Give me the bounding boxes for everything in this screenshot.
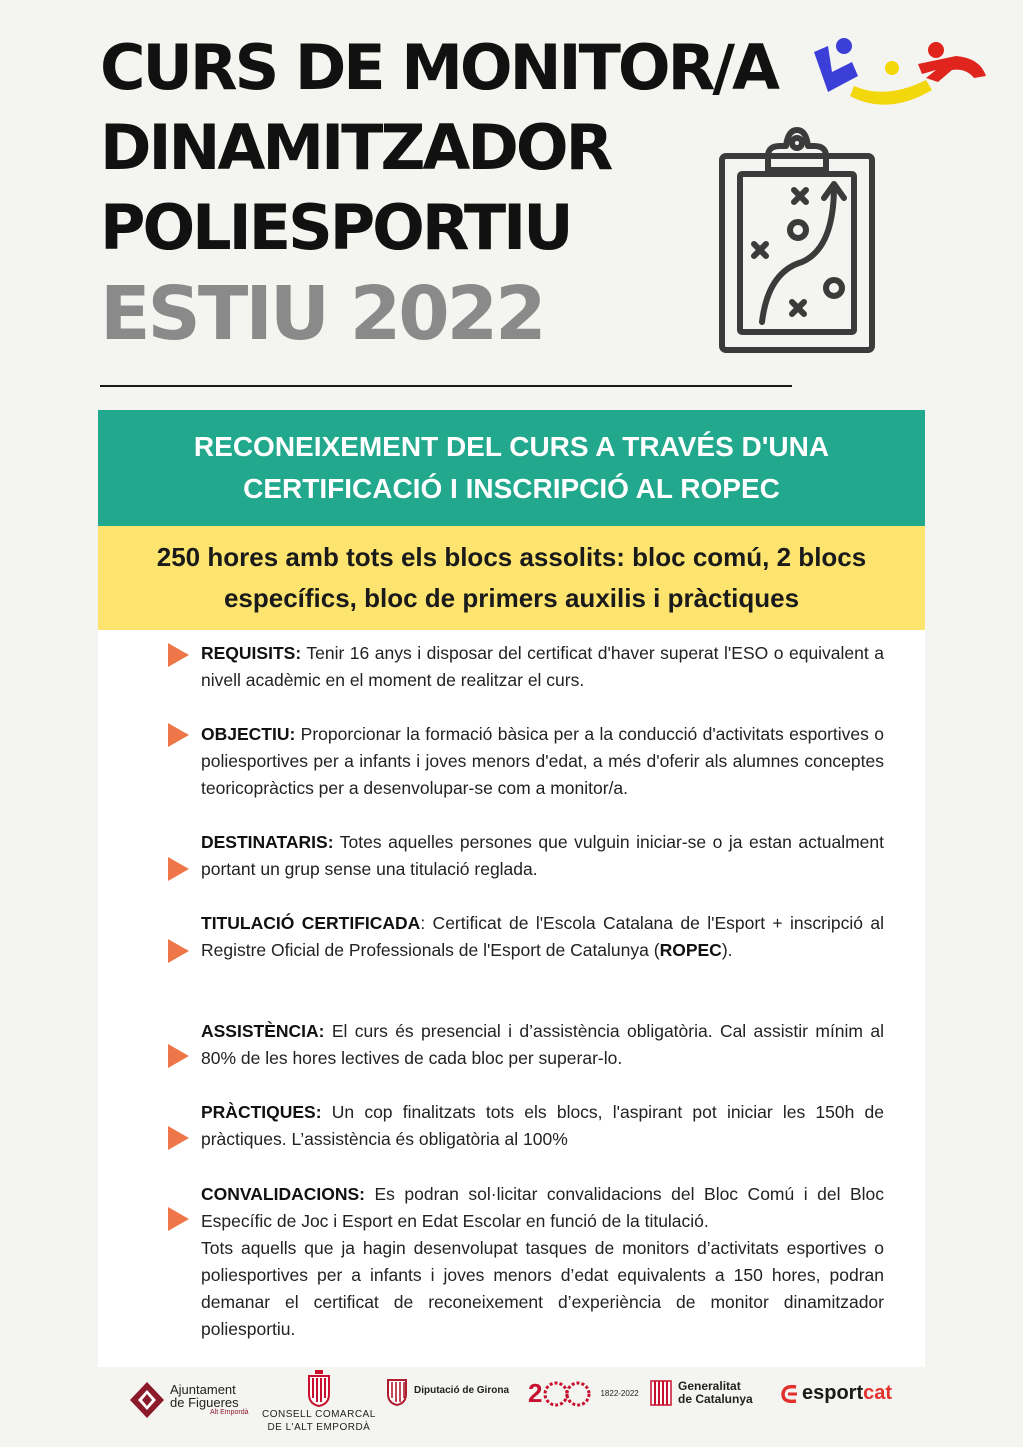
item-convalidacions xyxy=(201,1181,884,1343)
divider xyxy=(100,385,792,387)
consell-line-2: DE L'ALT EMPORDÀ xyxy=(267,1422,371,1433)
page-title-line-3: POLIESPORTIU xyxy=(100,191,571,264)
figures-logo-icon xyxy=(806,36,986,108)
item-requisits xyxy=(201,640,884,694)
arrow-bullet-icon xyxy=(168,1044,189,1068)
page-title-line-1: CURS DE MONITOR/A xyxy=(100,31,777,104)
item-text: Tenir 16 anys i disposar del certificat d'haver superat l'ESO o equivalent a nivell acadèmic en el moment de realitzar el curs. xyxy=(201,643,884,690)
clipboard-tactics-icon xyxy=(716,126,878,356)
anniv-years: 1822-2022 xyxy=(600,1388,639,1398)
anniv-circles-icon xyxy=(542,1379,594,1409)
page-title-year: ESTIU 2022 xyxy=(100,271,544,357)
esportcat-part-b: cat xyxy=(863,1382,893,1404)
item-label: OBJECTIU: xyxy=(201,724,296,744)
logo-generalitat xyxy=(650,1380,753,1406)
item-label: TITULACIÓ CERTIFICADA xyxy=(201,913,421,933)
arrow-bullet-icon xyxy=(168,1126,189,1150)
figueres-line-1: Ajuntament xyxy=(170,1382,236,1397)
logo-esportcat xyxy=(780,1382,892,1405)
arrow-bullet-icon xyxy=(168,1207,189,1231)
esportcat-part-a: esport xyxy=(802,1382,864,1404)
figueres-line-2: de Figueres xyxy=(170,1395,239,1410)
figueres-line-3: Alt Empordà xyxy=(210,1409,249,1416)
item-destinataris xyxy=(201,829,884,883)
item-practiques xyxy=(201,1099,884,1153)
esportcat-swirl-icon xyxy=(780,1383,800,1405)
item-objectiu xyxy=(201,721,884,802)
item-text: El curs és presencial i d’assistència obligatòria. Cal assistir mínim al 80% de les hores lectives de cada bloc per superar-lo. xyxy=(201,1021,884,1068)
diputacio-name: Diputació de Girona xyxy=(414,1385,510,1396)
item-label: DESTINATARIS: xyxy=(201,832,334,852)
generalitat-flag-icon xyxy=(650,1380,672,1406)
info-card xyxy=(98,410,925,1367)
arrow-bullet-icon xyxy=(168,643,189,667)
item-assistencia xyxy=(201,1018,884,1072)
item-extra: Tots aquells que ja hagin desenvolupat tasques de monitors d’activitats esportives o poliesportives per a infants i joves menors d’edat equivalents a 150 hores, podran demanar el certificat de reconeixement d’experiència de monitor dinamitzador poliesportiu. xyxy=(201,1238,884,1339)
item-label: REQUISITS: xyxy=(201,643,302,663)
item-tail: ). xyxy=(721,940,733,960)
item-text: Es podran sol·licitar convalidacions del Bloc Comú i del Bloc Específic de Joc i Esport en Edat Escolar en funció de la titulació. xyxy=(201,1184,884,1231)
logo-consell-comarcal xyxy=(262,1368,376,1434)
diputacio-shield-icon xyxy=(386,1376,408,1406)
hours-banner: 250 hores amb tots els blocs assolits: bloc comú, 2 blocs específics, bloc de primers auxilis i pràctiques xyxy=(98,526,925,630)
requirements-list xyxy=(98,630,925,1367)
item-text: Un cop finalitzats tots els blocs, l'aspirant pot iniciar les 150h de pràctiques. L’assistència és obligatòria al 100% xyxy=(201,1102,884,1149)
item-titulacio xyxy=(201,910,884,964)
page-title-line-2: DINAMITZADOR xyxy=(100,111,611,184)
item-strong: ROPEC xyxy=(659,940,722,960)
logo-ajuntament-figueres xyxy=(128,1380,249,1420)
title-block xyxy=(100,28,820,360)
arrow-bullet-icon xyxy=(168,939,189,963)
item-label: ASSISTÈNCIA: xyxy=(201,1021,325,1041)
arrow-bullet-icon xyxy=(168,723,189,747)
logo-diputacio-girona xyxy=(386,1376,509,1406)
recognition-banner: RECONEIXEMENT DEL CURS A TRAVÉS D'UNA CERTIFICACIÓ I INSCRIPCIÓ AL ROPEC xyxy=(98,410,925,526)
arrow-bullet-icon xyxy=(168,857,189,881)
sponsor-logos xyxy=(0,1372,1023,1447)
anniv-number: 2 xyxy=(528,1378,543,1408)
figueres-shield-icon xyxy=(128,1380,166,1420)
consell-shield-icon xyxy=(306,1368,332,1408)
consell-line-1: CONSELL COMARCAL xyxy=(262,1409,376,1420)
item-text: : Certificat de l'Escola Catalana de l'Esport + inscripció al Registre Oficial de Professionals de l'Esport de Catalunya ( xyxy=(201,913,884,960)
generalitat-line-1: Generalitat xyxy=(678,1379,741,1393)
logo-bicentenari xyxy=(528,1378,639,1409)
item-label: CONVALIDACIONS: xyxy=(201,1184,365,1204)
item-label: PRÀCTIQUES: xyxy=(201,1102,322,1122)
item-text: Totes aquelles persones que vulguin iniciar-se o ja estan actualment portant un grup sense una titulació reglada. xyxy=(201,832,884,879)
item-text: Proporcionar la formació bàsica per a la conducció d'activitats esportives o poliesportives per a infants i joves menors d'edat, a més d'oferir als alumnes conceptes teoricopràctics per a desenvolupar-se com a monitor/a. xyxy=(201,724,884,798)
generalitat-line-2: de Catalunya xyxy=(678,1392,753,1406)
